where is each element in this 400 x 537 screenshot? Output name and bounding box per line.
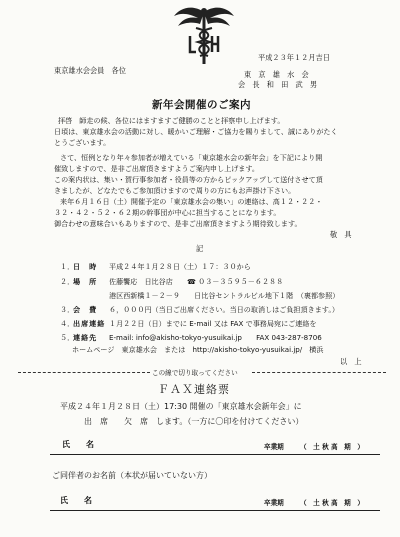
fax-event-line: 平成２４年１月２８日（土）17:30 開催の「東京雄水会新年会」に [60, 402, 302, 411]
cut-line-right [252, 372, 386, 373]
school-label: （ 土 秋 高 期 ） [300, 443, 364, 451]
detail-address: 港区西新橋１－２－９ 日比谷セントラルビル地下１階 （裏都参照） [109, 291, 340, 300]
letter-title: 新年会開催のご案内 [152, 99, 251, 111]
ijo: 以 上 [340, 357, 362, 366]
body-line-9: ３２・４２・５２・６２期の幹事団が中心に担当することになります。 [54, 208, 281, 217]
fax-form-title: ＦＡＸ連絡票 [158, 383, 230, 396]
companion-name-label: 氏 名 [60, 496, 92, 505]
detail-homepage: ホームページ 東京雄水会 または http://akisho-tokyo-yusuikai.jp/ 横浜 [72, 345, 324, 354]
cut-line-left [18, 372, 150, 373]
cut-line-text: この線で切り取ってください [152, 369, 238, 377]
companion-name-input-line[interactable] [50, 510, 380, 511]
body-line-5: 催致しますので、是非ご出席頂きますようご案内申し上げます。 [54, 164, 260, 173]
detail-contact: ５．連絡先 E-mail: info@akisho-tokyo-yusuikai.jp FAX 043-287-8706 [60, 333, 322, 342]
body-line-3: とうございます。 [54, 138, 111, 147]
closing: 敬 具 [330, 230, 352, 239]
companion-label: ご同伴者のお名前（本状が届いていない方） [52, 471, 212, 480]
fax-attend-line[interactable]: 出 席 欠 席 します。（一方に〇印を付けてください） [84, 417, 304, 426]
name-input-line[interactable] [50, 454, 380, 455]
ki-label: 記 [196, 244, 204, 253]
companion-school-label: （ 土 秋 高 期 ） [300, 499, 364, 507]
companion-grad-label: 卒業期 [264, 499, 284, 507]
sender-name: 会 長 和 田 武 男 [238, 80, 318, 89]
detail-rsvp: ４．出席連絡 １月２２日（日）までに E-mail 又は FAX で事務局宛にご連絡を [60, 319, 317, 328]
body-line-1: 拝啓 師走の候、各位にはますますご健勝のことと拝察申し上げます。 [58, 116, 285, 125]
detail-date: １．日 時 平成２４年１月２８日（土）１７：３０から [60, 262, 251, 271]
detail-fee: ３．会 費 ６，０００円（当日ご出席ください。当日の取消しはご負担頂きます。） [60, 305, 339, 314]
issue-date: 平成２３年１２月吉日 [258, 53, 330, 62]
body-line-2: 日頃は、東京雄水会の活動に対し、暖かいご理解・ご協力を賜りまして、誠にありがたく [54, 127, 338, 136]
recipient: 東京雄水会会員 各位 [54, 66, 126, 75]
caduceus-logo [172, 2, 236, 66]
body-line-10: 御合わせの意味合いもありますので、是非ご出席頂きますよう期待致します。 [54, 219, 302, 228]
organization-name: 東 京 雄 水 会 [244, 70, 309, 79]
body-line-6: この案内状は、集い・賀行事参加者・役員等の方からピックアップして送付させて頂 [54, 175, 323, 184]
name-label: 氏 名 [62, 440, 94, 449]
body-line-7: きましたが、どなたでもご参加頂けますので周りの方にもお声掛け下さい。 [54, 186, 296, 195]
body-line-4: さて、恒例となり年々参加者が増えている「東京雄水会の新年会」を下記により開 [60, 153, 323, 162]
grad-year-label: 卒業期 [264, 443, 284, 451]
detail-place: ２．場 所 佐藤饗応 日比谷店 ☎ ０３－３５９５－６２８８ [60, 277, 284, 286]
body-line-8: 来年６月１６日（土）開催予定の「東京雄水会の集い」の連絡は、高１２・２２・ [60, 197, 323, 206]
